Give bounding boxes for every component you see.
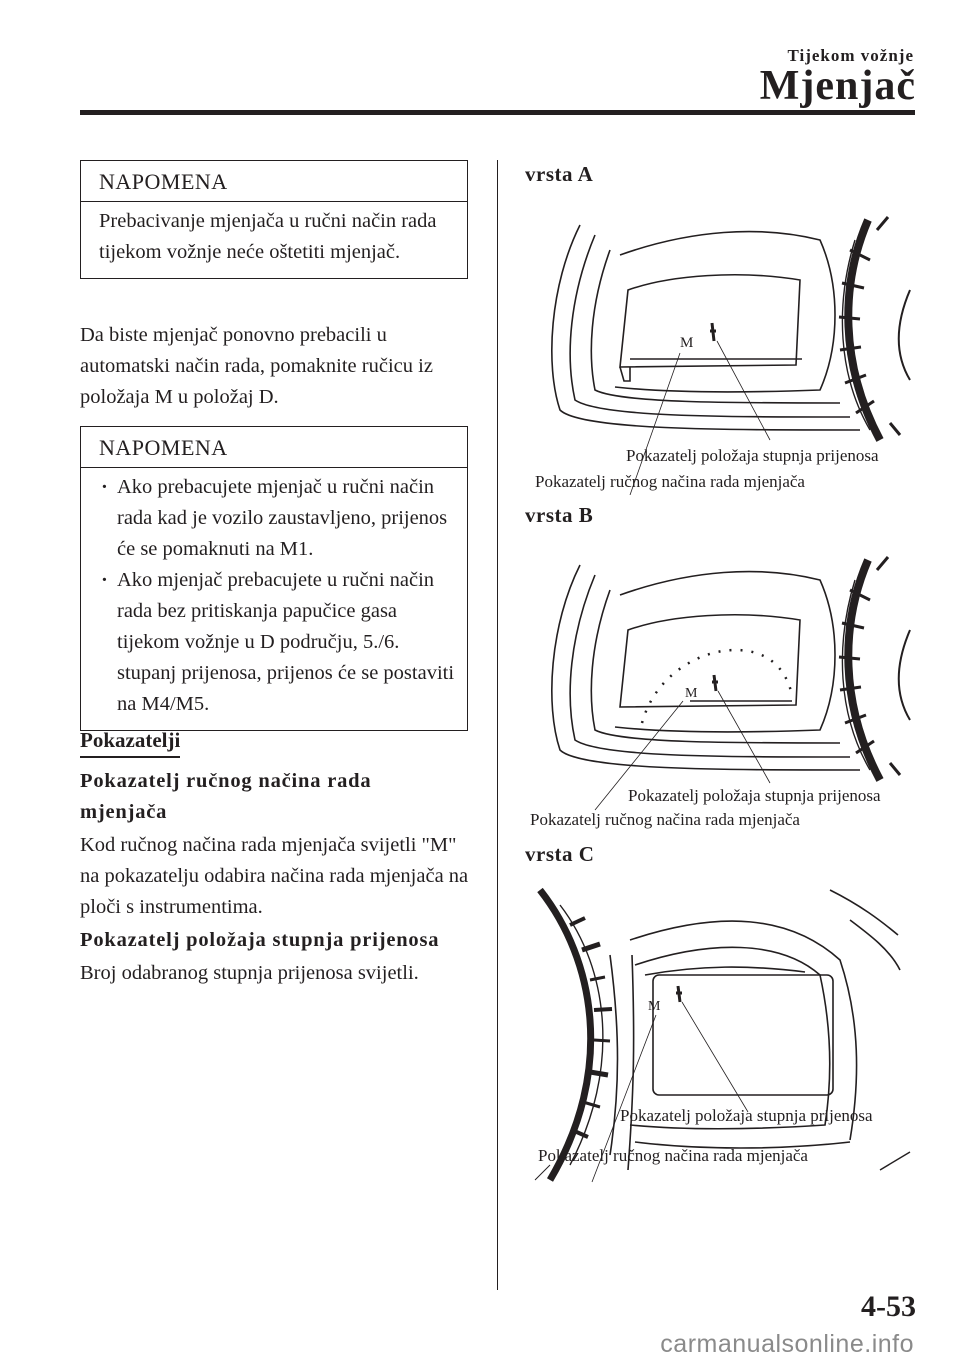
figure-a-label: vrsta A: [525, 162, 594, 186]
figure-c-manual-label: Pokazatelj ručnog načina rada mjenjača: [538, 1146, 808, 1165]
note-box-1: [80, 160, 468, 279]
page-number: 4-53: [861, 1290, 916, 1323]
paragraph-manual-indicator: Kod ručnog načina rada mjenjača svijetli "M" na pokazatelju odabira načina rada mjenjača na ploči s instrumentima.: [80, 834, 469, 918]
header-section: Tijekom vožnje: [787, 46, 914, 65]
header-rule: [80, 110, 915, 115]
column-divider: [497, 160, 498, 1290]
figure-c-label: vrsta C: [525, 842, 595, 866]
note-title: NAPOMENA: [81, 427, 467, 468]
speedometer-scale: [540, 890, 612, 1180]
m-symbol: M: [648, 999, 661, 1014]
gear-digit: [676, 986, 682, 1002]
note-text: Prebacivanje mjenjača u ručni način rada tijekom vožnje neće oštetiti mjenjač.: [99, 210, 437, 263]
page-title: Mjenjač: [759, 63, 916, 109]
note-title: NAPOMENA: [81, 161, 467, 202]
note-item: · Ako prebacujete mjenjač u ručni način rada kad je vozilo zaustavljeno, prijenos će se pomaknuti na M1.: [99, 472, 457, 565]
dashboard-outline: [552, 565, 860, 770]
figure-a-manual-label: Pokazatelj ručnog načina rada mjenjača: [535, 472, 805, 491]
figure-b-label: vrsta B: [525, 503, 594, 527]
m-symbol: M: [685, 686, 698, 701]
dashboard-outline: [552, 225, 860, 430]
figure-b-manual-label: Pokazatelj ručnog načina rada mjenjača: [530, 810, 800, 829]
watermark: carmanualsonline.info: [660, 1330, 914, 1358]
paragraph-gear-indicator: Broj odabranog stupnja prijenosa svijetli.: [80, 962, 419, 984]
tachometer-scale: [839, 557, 910, 780]
tachometer-scale: [839, 217, 910, 440]
paragraph-return-auto: Da biste mjenjač ponovno prebacili u automatski način rada, pomaknite ručicu iz položaja M u položaj D.: [80, 324, 433, 408]
subheading-manual-indicator: Pokazatelj ručnog načina rada mjenjača: [80, 770, 372, 823]
section-title: Pokazatelji: [80, 728, 180, 758]
m-symbol: M: [680, 335, 694, 351]
note-box-2: [80, 426, 468, 731]
gear-digit: [712, 675, 718, 691]
leader-gear: [717, 341, 770, 440]
figure-a-gear-label: Pokazatelj položaja stupnja prijenosa: [626, 446, 879, 465]
subheading-gear-indicator: Pokazatelj položaja stupnja prijenosa: [80, 929, 440, 951]
gear-digit: [710, 323, 716, 341]
figure-b-gear-label: Pokazatelj položaja stupnja prijenosa: [628, 786, 881, 805]
note-item: · Ako mjenjač prebacujete u ručni način rada bez pritiskanja papučice gasa tijekom vožnje u D području, 5./6. stupanj prijenosa, prijenos će se postaviti na M4/M5.: [99, 565, 457, 720]
outline-stub: [880, 1152, 910, 1170]
figure-c-illustration: [520, 880, 920, 1190]
note-list: [81, 468, 467, 730]
figure-b-illustration: [520, 535, 920, 815]
figure-c-gear-label: Pokazatelj položaja stupnja prijenosa: [620, 1106, 873, 1125]
